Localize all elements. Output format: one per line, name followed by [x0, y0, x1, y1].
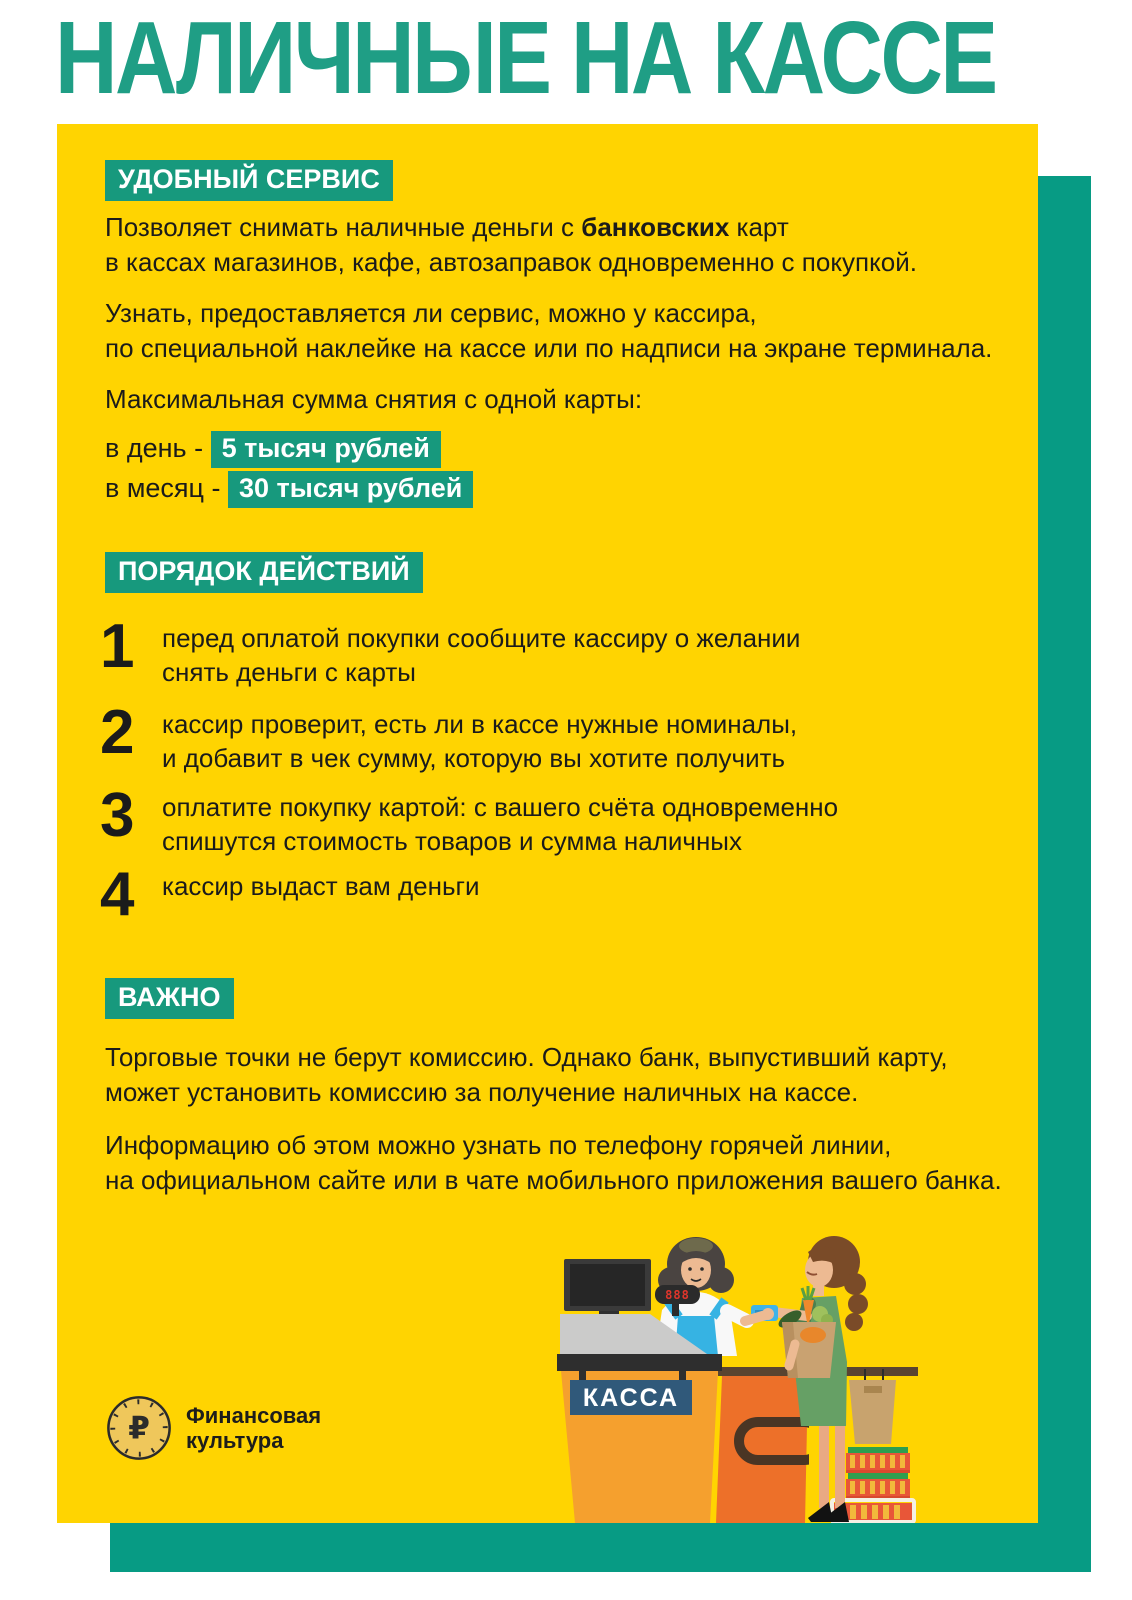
text-run: Узнать, предоставляется ли сервис, можно у кассира, — [105, 298, 757, 328]
withdrawal-limits — [105, 428, 473, 508]
price-display: 888 — [665, 1288, 690, 1302]
limit-label: в месяц - — [105, 473, 229, 503]
text-run: карт — [729, 212, 789, 242]
text-run-bold: банковских — [581, 212, 730, 242]
brand-logo — [105, 1394, 321, 1462]
step-item-2 — [100, 698, 798, 775]
ruble-symbol: ₽ — [128, 1410, 150, 1447]
ruble-coin-icon — [105, 1394, 173, 1462]
step-number: 4 — [100, 860, 135, 929]
text-run: в кассах магазинов, кафе, автозаправок одновременно с покупкой. — [105, 247, 917, 277]
brand-logo-text — [186, 1403, 321, 1453]
hanging-bag — [849, 1369, 896, 1444]
checkout-counter — [557, 1354, 722, 1523]
text-run: может установить комиссию за получение наличных на кассе. — [105, 1077, 859, 1107]
content-card — [57, 124, 1038, 1523]
step-item-3 — [100, 781, 839, 858]
text-run: перед оплатой покупки сообщите кассиру о желании — [162, 623, 801, 653]
text-run: культура — [186, 1428, 284, 1453]
paragraph-service-1 — [105, 210, 917, 280]
limit-value-chip: 5 тысяч рублей — [211, 431, 441, 468]
step-number: 2 — [100, 698, 135, 767]
step-item-1 — [100, 612, 801, 689]
step-number: 1 — [100, 612, 135, 681]
limit-value-chip: 30 тысяч рублей — [228, 471, 473, 508]
text-run: по специальной наклейке на кассе или по надписи на экране терминала. — [105, 333, 993, 363]
step-text — [162, 619, 800, 689]
text-run: Финансовая — [186, 1403, 322, 1428]
paragraph-service-2 — [105, 296, 992, 366]
text-run: оплатите покупку картой: с вашего счёта одновременно — [162, 792, 839, 822]
text-run: спишутся стоимость товаров и сумма наличных — [162, 826, 742, 856]
step-number: 3 — [100, 781, 135, 850]
section-badge-steps: ПОРЯДОК ДЕЙСТВИЙ — [105, 552, 423, 593]
text-run: и добавит в чек сумму, которую вы хотите получить — [162, 743, 786, 773]
step-text — [162, 867, 480, 923]
text-run: Информацию об этом можно узнать по телефону горячей линии, — [105, 1130, 892, 1160]
text-run: Позволяет снимать наличные деньги с — [105, 212, 582, 242]
step-text — [162, 788, 838, 858]
section-badge-important: ВАЖНО — [105, 978, 234, 1019]
step-item-4 — [100, 860, 480, 929]
paragraph-important-1 — [105, 1040, 948, 1110]
text-run: кассир проверит, есть ли в кассе нужные номиналы, — [162, 709, 798, 739]
text-run: Торговые точки не берут комиссию. Однако банк, выпустивший карту, — [105, 1042, 948, 1072]
paragraph-important-2 — [105, 1128, 1002, 1198]
page-title: НАЛИЧНЫЕ НА КАССЕ — [55, 0, 996, 115]
step-text — [162, 705, 797, 775]
limit-per-day — [105, 428, 473, 468]
text-run: снять деньги с карты — [162, 657, 416, 687]
section-badge-service: УДОБНЫЙ СЕРВИС — [105, 160, 393, 201]
limit-per-month — [105, 468, 473, 508]
limit-label: в день - — [105, 433, 211, 463]
text-run: на официальном сайте или в чате мобильного приложения вашего банка. — [105, 1165, 1002, 1195]
checkout-scene-illustration — [555, 1222, 921, 1523]
kassa-sign: КАССА — [582, 1384, 680, 1412]
paragraph-max-sum: Максимальная сумма снятия с одной карты: — [105, 384, 643, 414]
text-run: кассир выдаст вам деньги — [162, 871, 480, 901]
